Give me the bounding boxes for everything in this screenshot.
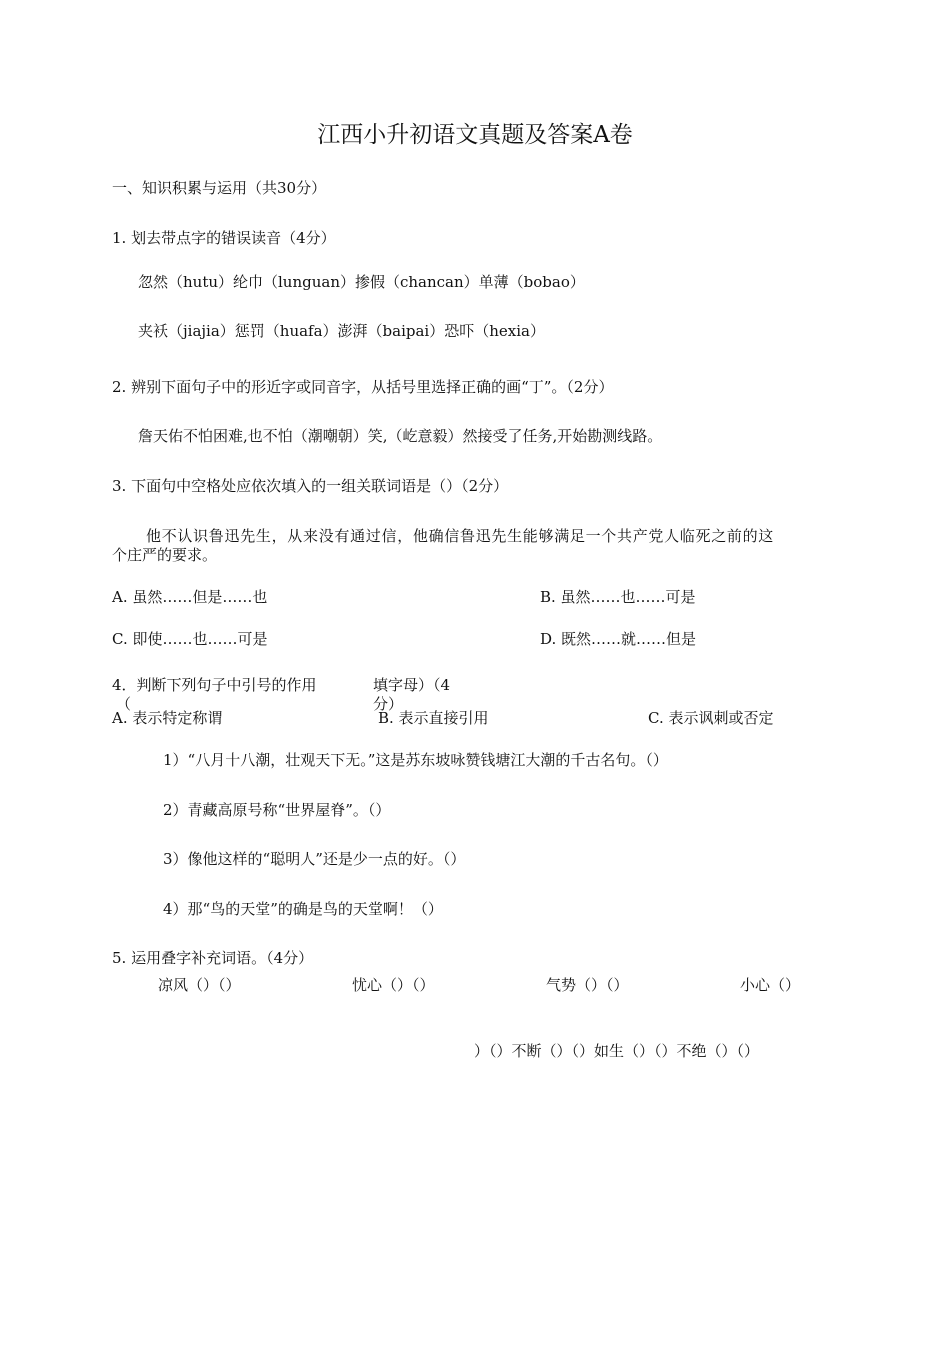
question-3-passage-line-1: 他不认识鲁迅先生，从来没有通过信，他确信鲁迅先生能够满足一个共产党人临死之前的这 xyxy=(146,527,775,545)
question-3-option-a: A. 虽然……但是……也 xyxy=(112,588,268,606)
question-4-option-a: A. 表示特定称谓 xyxy=(112,709,223,727)
question-4-option-b: B. 表示直接引用 xyxy=(378,709,489,727)
question-2-stem: 2. 辨别下面句子中的形近字或同音字，从括号里选择正确的画“丁”。（2分） xyxy=(112,378,614,396)
question-3-option-c: C. 即使……也……可是 xyxy=(112,630,268,648)
question-4-stem-paren: （ xyxy=(116,695,132,713)
question-5-line-2: ）（）不断（）（）如生（）（）不绝（）（） xyxy=(474,1042,760,1060)
question-4-sentence-1: 1）“八月十八潮，壮观天下无。”这是苏东坡咏赞钱塘江大潮的千古名句。（） xyxy=(163,751,668,769)
question-4-option-c: C. 表示讽刺或否定 xyxy=(648,709,774,727)
question-4-sentence-3: 3）像他这样的“聪明人”还是少一点的好。（） xyxy=(163,850,466,868)
question-5-word-1: 凉风（）（） xyxy=(158,976,241,994)
question-5-stem: 5. 运用叠字补充词语。（4分） xyxy=(112,949,314,967)
question-4-stem: 4．判断下列句子中引号的作用 xyxy=(112,676,317,694)
question-1-line-1: 忽然（hutu）纶巾（lunguan）掺假（chancan）单薄（bobao） xyxy=(138,273,585,291)
question-3-passage-line-2: 个庄严的要求。 xyxy=(112,546,218,564)
question-3-option-b: B. 虽然……也……可是 xyxy=(540,588,696,606)
question-2-sentence: 詹天佑不怕困难,也不怕（潮嘲朝）笑,（屹意毅）然接受了任务,开始勘测线路。 xyxy=(138,427,663,445)
question-5-word-4: 小心（） xyxy=(740,976,801,994)
question-1-stem: 1. 划去带点字的错误读音（4分） xyxy=(112,229,336,247)
question-4-sentence-4: 4）那“鸟的天堂”的确是鸟的天堂啊！（） xyxy=(163,900,443,918)
question-4-stem-right: 填字母）（4 xyxy=(373,676,451,694)
question-3-stem: 3. 下面句中空格处应依次填入的一组关联词语是（）（2分） xyxy=(112,477,509,495)
document-title: 江西小升初语文真题及答案A卷 xyxy=(317,122,633,148)
question-5-cut-row xyxy=(150,975,850,994)
section-heading: 一、知识积累与运用（共30分） xyxy=(112,179,327,197)
question-3-option-d: D. 既然……就……但是 xyxy=(540,630,697,648)
question-5-word-2: 忧心（）（） xyxy=(352,976,435,994)
question-4-sentence-2: 2）青藏高原号称“世界屋脊”。（） xyxy=(163,801,391,819)
question-5-word-3: 气势（）（） xyxy=(546,976,629,994)
question-4-stem-right-2: 分） xyxy=(373,695,404,713)
question-1-line-2: 夹袄（jiajia）惩罚（huafa）澎湃（baipai）恐吓（hexia） xyxy=(138,322,545,340)
